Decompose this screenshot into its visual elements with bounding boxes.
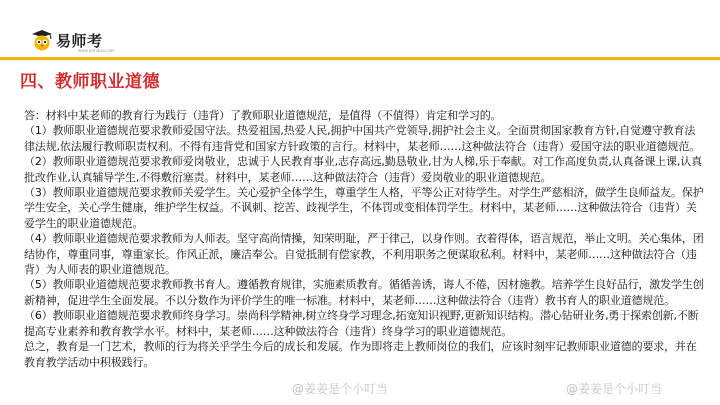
answer-point-3: （3）教师职业道德规范要求教师关爱学生。关心爱护全体学生，尊重学生人格，平等公正对待学生。对学生严慈相济，做学生良师益友。保护学生安全，关心学生健康，维护学生权益。不讽刺、挖苦、歧视学生，不体罚或变相体罚学生。材料中，某老师……这种做法符合（违背）关爱学生的职业道德规范。 [24,186,704,230]
brand-logo [30,27,115,53]
watermark-left: @姜姜是个小叮当 [292,382,389,396]
answer-point-5: （5）教师职业道德规范要求教师教书育人。遵循教育规律，实施素质教育。循循善诱，诲人不倦，因材施教。培养学生良好品行，激发学生创新精神，促进学生全面发展。不以分数作为评价学生的唯一标准。材料中，某老师……这种做法符合（违背）教书育人的职业道德规范。 [24,278,704,307]
answer-intro: 答：材料中某老师的教育行为践行（违背）了教师职业道德规范，是值得（不值得）肯定和学习的。 [24,109,502,122]
answer-point-2: （2）教师职业道德规范要求教师爱岗敬业，忠诚于人民教育事业,志存高远,勤恳敬业,甘为人梯,乐于奉献。对工作高度负责,认真备课上课,认真批改作业,认真辅导学生,不得敷衍塞责。材料中，某老师……这种做法符合（违背）爱岗敬业的职业道德规范。 [24,155,702,184]
answer-text [24,108,704,370]
brand-url: www.yishikao.com [78,48,115,53]
section-title: 四、教师职业道德 [20,72,160,92]
answer-point-1: （1）教师职业道德规范要求教师爱国守法。热爱祖国,热爱人民,拥护中国共产党领导,拥护社会主义。全面贯彻国家教育方针,自觉遵守教育法律法规,依法履行教师职责权利。不得有违背党和国家方针政策的言行。材料中，某老师……这种做法符合（违背）爱国守法的职业道德规范。 [24,124,701,153]
brand-name: 易师考 [56,31,103,50]
watermark-right: @姜姜是个小叮当 [566,382,663,396]
answer-point-6: （6）教师职业道德规范要求教师终身学习。崇尚科学精神,树立终身学习理念,拓宽知识视野,更新知识结构。潜心钻研业务,勇于探索创新,不断提高专业素养和教育教学水平。材料中，某老师……这种做法符合（违背）终身学习的职业道德规范。 [24,309,699,338]
header-divider [0,57,720,60]
answer-conclusion: 总之，教育是一门艺术，教师的行为将关乎学生今后的成长和发展。作为即将走上教师岗位的我们，应该时刻牢记教师职业道德的要求，并在教育教学活动中积极践行。 [24,340,697,369]
owl-logo-icon [30,28,54,52]
answer-point-4: （4）教师职业道德规范要求教师为人师表。坚守高尚情操，知荣明耻，严于律己，以身作则。衣着得体，语言规范，举止文明。关心集体，团结协作，尊重同事，尊重家长。作风正派，廉洁奉公。自觉抵制有偿家教，不利用职务之便谋取私利。材料中，某老师……这种做法符合（违背）为人师表的职业道德规范。 [24,232,704,277]
